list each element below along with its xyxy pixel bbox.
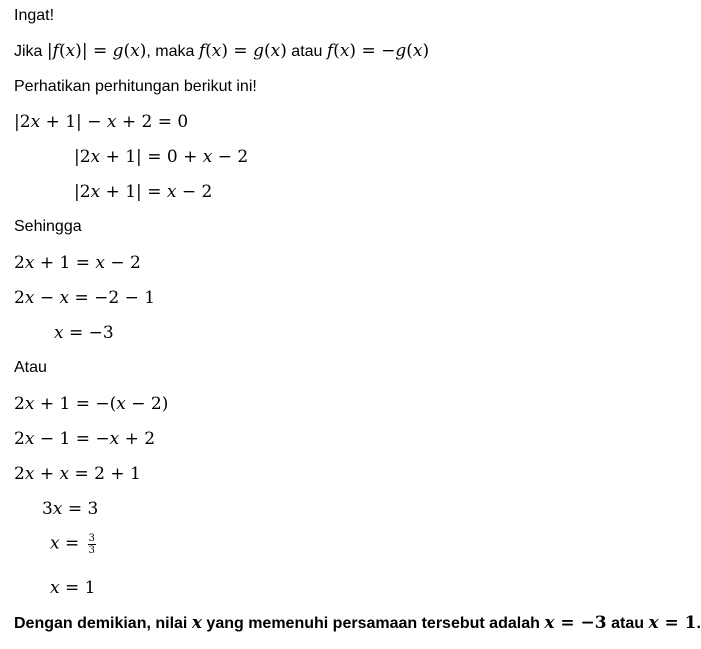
equation-10: 3x = 3 — [42, 499, 99, 519]
equation-4: 2x + 1 = x − 2 — [14, 253, 141, 273]
equation-12: x = 1 — [50, 578, 96, 598]
equation-9: 2x + x = 2 + 1 — [14, 464, 141, 484]
equation-1: |2x + 1| − x + 2 = 0 — [14, 112, 189, 132]
conclusion-variable: x — [191, 613, 202, 633]
equation-11 — [50, 533, 96, 556]
equation-11-lhs: x = — [50, 533, 80, 554]
conclusion-part-1: Dengan demikian, nilai — [14, 615, 192, 632]
conclusion-solution-1: x = −3 — [544, 613, 607, 633]
heading-ingat: Ingat! — [14, 7, 55, 24]
equation-6: x = −3 — [54, 323, 114, 343]
fraction — [88, 533, 96, 556]
equation-7: 2x + 1 = −(x − 2) — [14, 394, 169, 414]
conclusion — [14, 613, 701, 634]
fraction-denominator: 3 — [88, 545, 96, 556]
rule-maka: , maka — [146, 43, 199, 60]
instruction-text: Perhatikan perhitungan berikut ini! — [14, 78, 257, 95]
label-sehingga: Sehingga — [14, 218, 82, 235]
equation-8: 2x − 1 = −x + 2 — [14, 429, 156, 449]
rule-atau: atau — [286, 43, 327, 60]
label-atau: Atau — [14, 359, 47, 376]
equation-5: 2x − x = −2 − 1 — [14, 288, 156, 308]
rule-jika: Jika — [14, 43, 47, 60]
equation-3: |2x + 1| = x − 2 — [74, 182, 213, 202]
fraction-numerator: 3 — [88, 533, 96, 544]
conclusion-part-2: yang memenuhi persamaan tersebut adalah — [201, 615, 545, 632]
rule-premise: |f(x)| = g(x) — [46, 41, 147, 61]
equation-2: |2x + 1| = 0 + x − 2 — [74, 147, 249, 167]
rule-case-1: f(x) = g(x) — [198, 41, 287, 61]
rule-case-2: f(x) = −g(x) — [326, 41, 430, 61]
conclusion-atau: atau — [606, 615, 649, 632]
conclusion-end: . — [696, 615, 701, 632]
conclusion-solution-2: x = 1 — [648, 613, 697, 633]
rule-statement — [14, 41, 429, 62]
